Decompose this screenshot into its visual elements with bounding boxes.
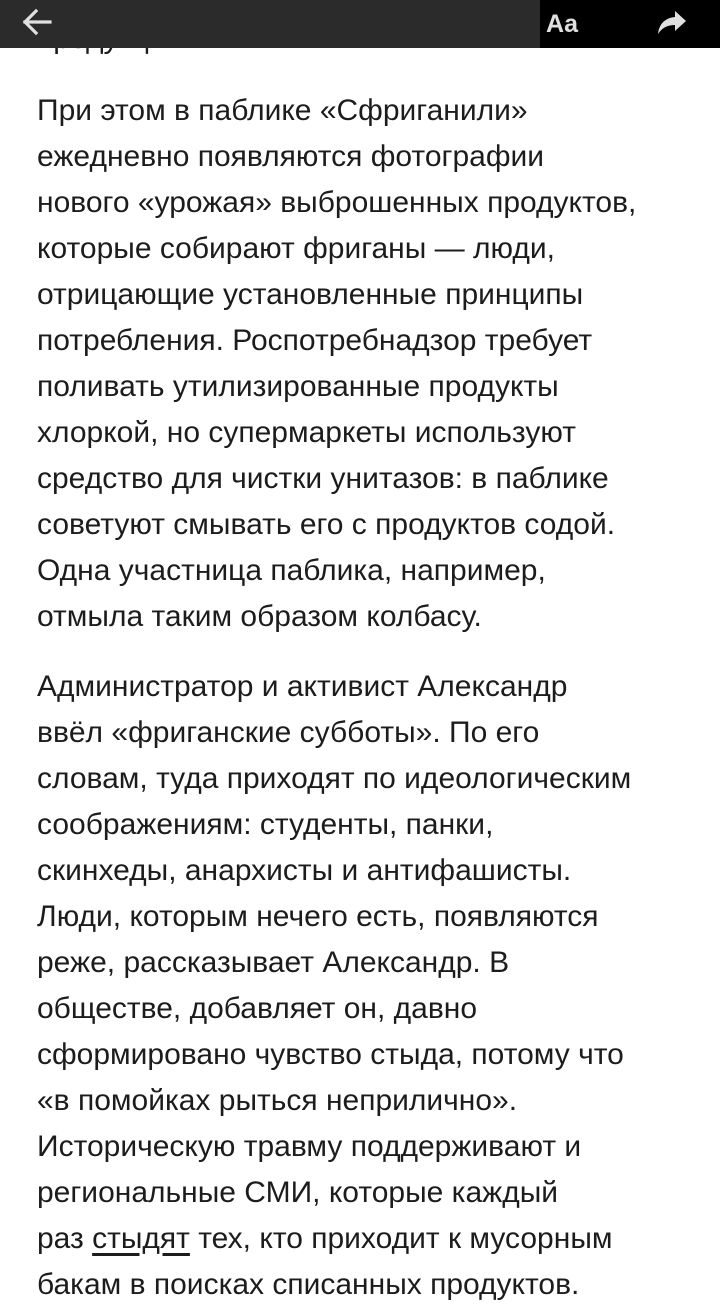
text-line: региональные СМИ, которые каждый [37,1176,559,1209]
paragraph-1 [37,88,636,640]
top-toolbar [0,0,720,48]
text-line-with-link [37,1216,631,1262]
arrow-left-icon [22,9,52,40]
text-line: обществе, добавляет он, давно [37,992,478,1025]
back-button[interactable] [22,6,86,42]
text-line: При этом в паблике «Сфриганили» [37,94,528,127]
text-line: которые собирают фриганы — люди, [37,232,555,265]
share-arrow-icon [657,9,687,40]
text-line: сформировано чувство стыда, потому что [37,1038,624,1071]
text-line: хлоркой, но супермаркеты используют [37,416,576,449]
text-fragment: тех, кто приходит к мусорным [189,1222,613,1255]
inline-link-styd[interactable]: стыдят [92,1222,190,1255]
text-line: соображениям: студенты, панки, [37,808,494,841]
text-line: советуют смывать его с продуктов содой. [37,508,616,541]
text-line: Люди, которым нечего есть, появляются [37,900,599,933]
text-line: ежедневно появляются фотографии [37,140,545,173]
text-line: ввёл «фриганские субботы». По его [37,716,540,749]
paragraph-2 [37,664,631,1308]
text-line: Администратор и активист Александр [37,670,568,703]
text-line: потребления. Роспотребнадзор требует [37,324,593,357]
text-line: Историческую травму поддерживают и [37,1130,582,1163]
text-line: средство для чистки унитазов: в паблике [37,462,609,495]
share-button[interactable] [648,6,696,42]
text-line: нового «урожая» выброшенных продуктов, [37,186,637,219]
font-size-button[interactable]: Aa [546,9,578,38]
text-line: Одна участница паблика, например, [37,554,546,587]
text-line: отрицающие установленные принципы [37,278,584,311]
cut-off-line-bottom: бакам в поисках списанных продуктов. [37,1268,580,1301]
text-line: скинхеды, анархисты и антифашисты. [37,854,572,887]
text-line: отмыла таким образом колбасу. [37,600,482,633]
text-line: «в помойках рыться неприлично». [37,1084,518,1117]
text-line: реже, рассказывает Александр. В [37,946,510,979]
text-fragment: раз [37,1222,93,1255]
text-line: поливать утилизированные продукты [37,370,559,403]
text-line: словам, туда приходят по идеологическим [37,762,632,795]
